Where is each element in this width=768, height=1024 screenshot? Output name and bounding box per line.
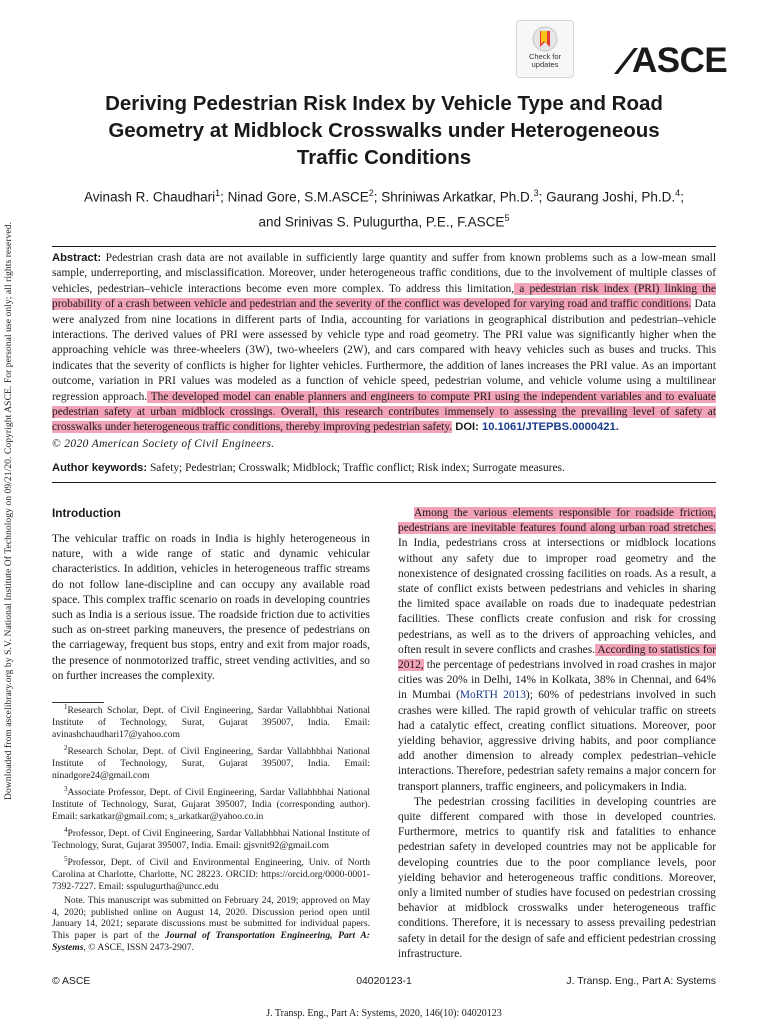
author-list: Avinash R. Chaudhari$^1$; Ninad Gore, S.M.ASCE$^2$; Shriniwas Arkatkar, Ph.D.$^3$; Gaurang Joshi, Ph.D.$^4$; and Srinivas S. Pulugurtha, P.E., F.ASCE$^5$ — [84, 188, 684, 229]
abstract-bottom-rule — [52, 482, 716, 483]
footer-journal: J. Transp. Eng., Part A: Systems — [566, 976, 716, 987]
footer-page-id: 04020123-1 — [356, 976, 412, 987]
download-notice — [0, 200, 20, 800]
manuscript-note: Note. This manuscript was submitted on February 24, 2019; approved on May 4, 2020; published online on August 14, 2020. Discussion period open until January 14, 2021; separate discussions must be submitted for individual papers. This paper is part of the Journal of Transportation Engineering, Part A: Systems, © ASCE, ISSN 2473-2907. — [52, 894, 370, 954]
check-for-updates-badge[interactable] — [516, 20, 574, 78]
abstract: Abstract: Pedestrian crash data are not available in sufficiently large quantity and suffer from known problems such as a low-mean small sample, underreporting, and misclassification. Moreover, under heterogeneous traffic conditions, due to the involvement of multiple classes of vehicles, pedestrian–vehicle interactions become even more complex. To address this limitation, a pedestrian risk index (PRI) linking the probability of a crash between vehicle and pedestrian and the severity of the conflict was developed for varying road and traffic conditions. Data were analyzed from nine locations in different parts of India, accounting for variations in geographical distribution and pedestrian–vehicle interactions. The derived values of PRI were assessed by vehicle type and road geometry. The PRI value was significantly higher when the approaching vehicle was three-wheelers (3W), two-wheelers (2W), and cars compared with heavy vehicles such as buses and trucks. This indicates that the severity of conflicts is higher for lighter vehicles. Furthermore, the addition of lanes increases the PRI value. As an important outcome, variation in PRI values was modeled as a function of vehicle speed, pedestrian volume, and vehicle volume using a multilinear regression approach. The developed model can enable planners and engineers to compute PRI using the independent variables and to evaluate pedestrian safety at urban midblock crossings. Overall, this research contributes immensely to assessing the prevailing level of safety at crosswalks under heterogeneous traffic conditions, thereby improving pedestrian safety. DOI: 10.1061/JTEPBS.0000421. © 2020 American Society of Civil Engineers. — [52, 251, 716, 452]
abstract-top-rule — [52, 246, 716, 247]
author-name: Gaurang Joshi, Ph.D. — [546, 189, 676, 205]
body-paragraph: The vehicular traffic on roads in India is highly heterogeneous in nature, with a wide range of static and dynamic vehicular characteristics. In addition, vehicles in heterogeneous traffic streams do not follow lane-discipline and can occupy any available road space. This complex traffic scenario on roads in developing countries such as India is a serious issue. The roadside friction due to activities such as on-street parking maneuvers, the presence of pedestrians on the carriageway, frequent bus stops, entry and exit from major roads, the presence of nonmotorized traffic, street vending activities, and so on further increases the complexity. — [52, 533, 370, 682]
highlight: Among the various elements responsible for roadside friction, pedestrians are inevitable features found along urban road stretches. — [398, 507, 716, 535]
download-notice-text: Downloaded from ascelibrary.org by S.V. National Institute Of Technology on 09/21/20. Copyright ASCE. For personal use only; all rights reserved. — [3, 221, 14, 800]
logo-text: ASCE — [632, 41, 728, 80]
highlight: The developed model can enable planners and engineers to compute PRI using the independent variables and to evaluate pedestrian safety at urban midblock crossings. Overall, this research contributes immensely to assessing the prevailing level of safety at crosswalks under heterogeneous traffic conditions, thereby improving pedestrian safety. — [52, 390, 716, 434]
citation-link[interactable]: MoRTH 2013 — [459, 689, 526, 702]
author-name: Shriniwas Arkatkar, Ph.D. — [381, 189, 534, 205]
journal-name: Journal of Transportation Engineering, Part A: Systems — [52, 930, 370, 954]
highlight: According to statistics for 2012, — [398, 643, 716, 672]
paper-title: Deriving Pedestrian Risk Index by Vehicle Type and Road Geometry at Midblock Crosswalks under Heterogeneous Traffic Conditions — [105, 92, 663, 169]
affiliation-mark: 4 — [675, 188, 681, 198]
affiliation-mark: 3 — [533, 188, 539, 198]
footnote: $^1$Research Scholar, Dept. of Civil Engineering, Sardar Vallabhbhai National Institute of Technology, Surat, Gujarat 395007, India. Email: avinashchaudhari17@yahoo.com — [52, 703, 370, 740]
page-footer — [52, 976, 716, 990]
footnotes — [52, 700, 370, 954]
affiliation-mark: 1 — [215, 188, 221, 198]
doi-link[interactable]: 10.1061/JTEPBS.0000421. — [478, 421, 619, 434]
asce-logo — [614, 42, 738, 82]
citation-line: J. Transp. Eng., Part A: Systems, 2020, 146(10): 04020123 — [266, 1008, 502, 1019]
badge-label: Check for updates — [528, 52, 562, 69]
footer-publisher: © ASCE — [52, 976, 91, 987]
author-name: Avinash R. Chaudhari — [84, 189, 216, 205]
author-keywords — [52, 461, 716, 476]
left-column — [52, 506, 370, 684]
keywords-text: Safety; Pedestrian; Crosswalk; Midblock; Traffic conflict; Risk index; Surrogate measures. — [147, 462, 565, 474]
copyright-line: © 2020 American Society of Civil Engineers. — [52, 437, 275, 450]
abstract-label: Abstract: — [52, 252, 102, 264]
footnote: $^2$Research Scholar, Dept. of Civil Engineering, Sardar Vallabhbhai National Institute of Technology, Surat, Gujarat 395007, India. Email: ninadgore24@gmail.com — [52, 743, 370, 781]
footnote: $^5$Professor, Dept. of Civil and Environmental Engineering, Univ. of North Carolina at Charlotte, Charlotte, NC 28223. ORCID: https://orcid.org/0000-0001-7392-7227. Email: sspulugurtha@uncc.edu — [52, 854, 370, 892]
footnote: $^3$Associate Professor, Dept. of Civil Engineering, Sardar Vallabhbhai National Institute of Technology, Surat, Gujarat 395007, India (corresponding author). Email: sarkatkar@gmail.com; s_arkatkar@yahoo.co.in — [52, 784, 370, 822]
keywords-label: Author keywords: — [52, 462, 148, 474]
section-heading: Introduction — [52, 506, 121, 520]
body-paragraph: The pedestrian crossing facilities in developing countries are quite different compared with those in developed countries. Furthermore, metrics to quantify risk and fatalities to enhance pedestrian safety in developed countries may not be applicable for developing countries due to the poor compliance levels, poor yielding behavior and heterogeneous traffic conditions. Moreover, only a limited number of studies have focused on pedestrian crossing behavior at midblock crosswalks under heterogeneous traffic conditions. Therefore, it is necessary to assess prevailing pedestrian safety in detail for the design of safe and efficient pedestrian crossing infrastructure. — [398, 795, 716, 960]
affiliation-mark: 5 — [504, 212, 510, 223]
body-paragraph: Among the various elements responsible for roadside friction, pedestrians are inevitable features found along urban road stretches. In India, pedestrians cross at intersections or midblock locations without any safety due to improper road geometry and the nonexistence of designated crossing facilities on roads. As a result, a state of conflict exists between pedestrians and vehicles in sharing the limited space available on roads due to inadequate pedestrian facilities. These conflicts create confusion and risk for crossing pedestrians, as well as to the drivers of approaching vehicles, and often result in severe conflicts and crashes. According to statistics for 2012, the percentage of pedestrians involved in road crashes in major cities was 20% in Delhi, 14% in Kolkata, 38% in Chennai, and 64% in Mumbai (MoRTH 2013); 60% of pedestrians involved in such crashes were killed. The rapid growth of vehicular traffic on streets had a catalytic effect, creating conflict situations. Moreover, poor yielding behavior, aggressive driving habits, and poor compliance add another dimension to already complex pedestrian–vehicle interactions. Therefore, pedestrian safety remains a major concern for transport planners, traffic engineers, and policymakers in India. — [398, 507, 716, 793]
affiliation-mark: 2 — [368, 188, 374, 198]
doi-label: DOI: — [452, 421, 479, 434]
bookmark-icon — [532, 26, 558, 52]
right-column — [398, 506, 716, 962]
author-name: and Srinivas S. Pulugurtha, P.E., F.ASCE — [258, 214, 505, 229]
highlight: a pedestrian risk index (PRI) linking the probability of a crash between vehicle and pedestrian and the severity of the conflict was developed for varying road and traffic conditions. — [52, 282, 716, 311]
author-name: Ninad Gore, S.M.ASCE — [227, 189, 369, 205]
footnote: $^4$Professor, Dept. of Civil Engineering, Sardar Vallabhbhai National Institute of Technology, Surat, Gujarat 395007, India. Email: gjsvnit92@gmail.com — [52, 825, 370, 851]
